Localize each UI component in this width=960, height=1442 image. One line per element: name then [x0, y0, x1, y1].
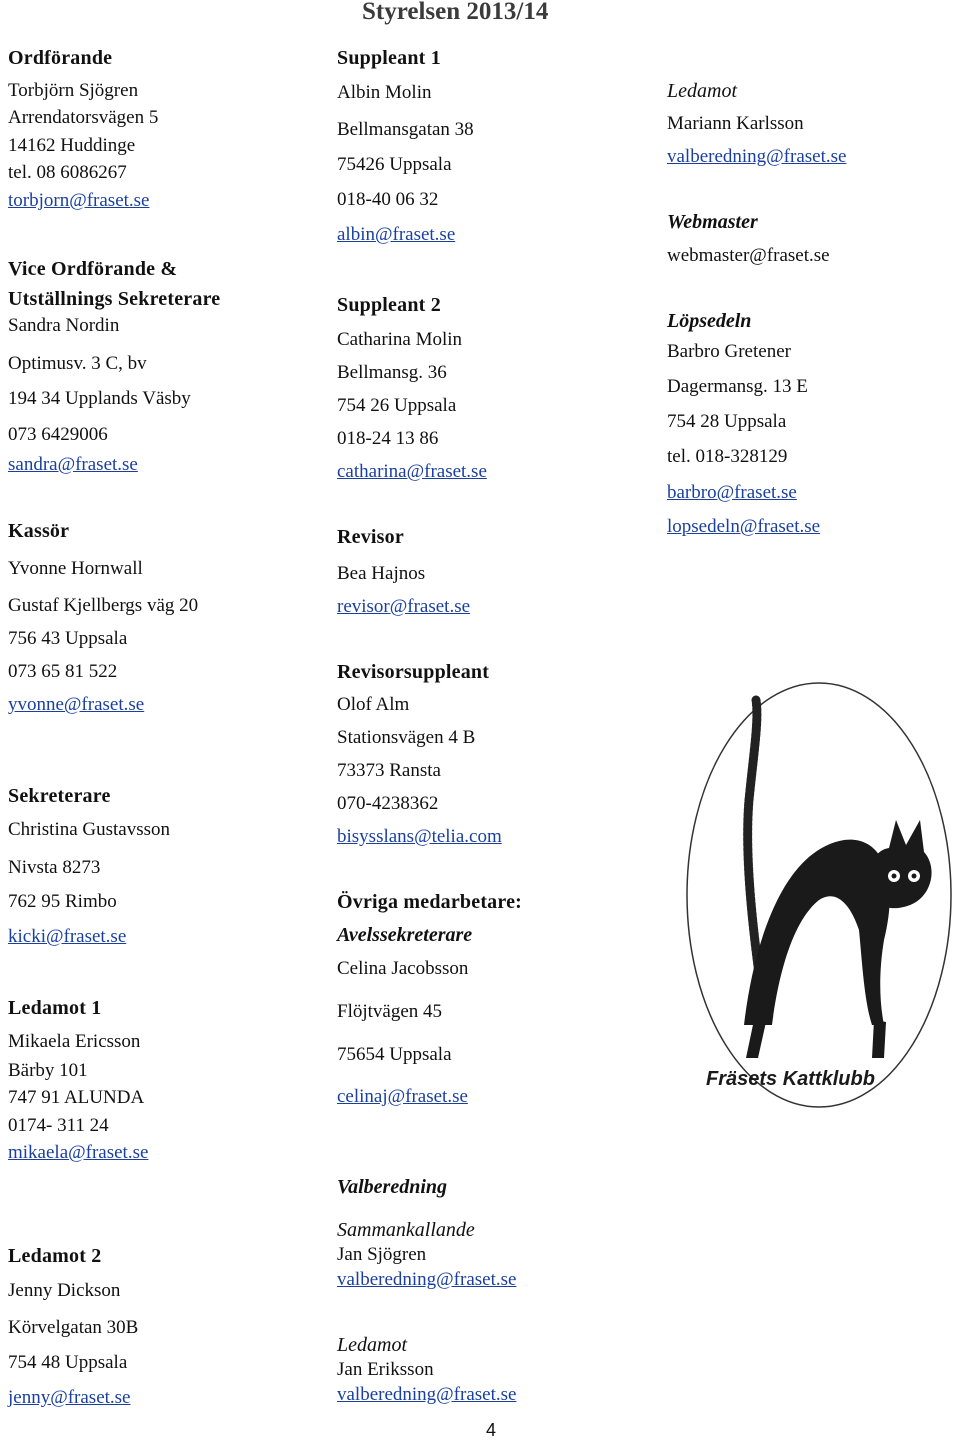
page-number: 4 [486, 1420, 497, 1440]
suppleant1-phone: 018-40 06 32 [337, 189, 439, 210]
ordforande-street: Arrendatorsvägen 5 [8, 107, 159, 128]
suppleant1-street: Bellmansgatan 38 [337, 119, 474, 140]
ledamot1-name: Mikaela Ericsson [8, 1031, 141, 1052]
ledamot2-city: 754 48 Uppsala [8, 1352, 128, 1373]
vice-city: 194 34 Upplands Väsby [8, 388, 191, 409]
valberedning-name-1: Jan Sjögren [337, 1244, 427, 1265]
lopsedeln-street: Dagermansg. 13 E [667, 376, 808, 397]
lopsedeln-city: 754 28 Uppsala [667, 411, 787, 432]
club-logo-cat-icon [684, 680, 954, 1115]
ordforande-city: 14162 Huddinge [8, 135, 136, 156]
heading-vice-ordforande: Vice Ordförande & [8, 258, 178, 280]
webmaster-email: webmaster@fraset.se [667, 245, 830, 266]
kassor-phone: 073 65 81 522 [8, 661, 118, 682]
kassor-city: 756 43 Uppsala [8, 628, 128, 649]
sekreterare-email-link[interactable]: kicki@fraset.se [8, 926, 127, 947]
lopsedeln-name: Barbro Gretener [667, 341, 791, 362]
valberedning-ledamot-name: Mariann Karlsson [667, 113, 804, 134]
heading-ordforande: Ordförande [8, 47, 113, 69]
heading-webmaster: Webmaster [667, 211, 758, 233]
avelssekreterare-city: 75654 Uppsala [337, 1044, 452, 1065]
suppleant2-email-link[interactable]: catharina@fraset.se [337, 461, 487, 482]
heading-suppleant-1: Suppleant 1 [337, 47, 441, 69]
avelssekreterare-street: Flöjtvägen 45 [337, 1001, 443, 1022]
valberedning-role-sammankallande: Sammankallande [337, 1219, 475, 1241]
sekreterare-street: Nivsta 8273 [8, 857, 101, 878]
lopsedeln-email-link-barbro[interactable]: barbro@fraset.se [667, 482, 797, 503]
page-title: Styrelsen 2013/14 [362, 0, 549, 25]
valberedning-email-link-2[interactable]: valberedning@fraset.se [337, 1384, 517, 1405]
heading-revisor: Revisor [337, 526, 404, 548]
heading-revisorsuppleant: Revisorsuppleant [337, 661, 490, 683]
club-logo-text: Fräsets Kattklubb [706, 1068, 875, 1090]
suppleant2-phone: 018-24 13 86 [337, 428, 439, 449]
heading-ledamot-1: Ledamot 1 [8, 997, 102, 1019]
heading-valberedning: Valberedning [337, 1176, 448, 1198]
vice-street: Optimusv. 3 C, bv [8, 353, 147, 374]
ledamot2-street: Körvelgatan 30B [8, 1317, 139, 1338]
kassor-street: Gustaf Kjellbergs väg 20 [8, 595, 199, 616]
vice-name: Sandra Nordin [8, 315, 120, 336]
heading-sekreterare: Sekreterare [8, 785, 111, 807]
suppleant2-city: 754 26 Uppsala [337, 395, 457, 416]
revisorsuppleant-street: Stationsvägen 4 B [337, 727, 476, 748]
sekreterare-city: 762 95 Rimbo [8, 891, 117, 912]
ledamot1-city: 747 91 ALUNDA [8, 1087, 145, 1108]
ordforande-phone: tel. 08 6086267 [8, 162, 127, 183]
valberedning-name-2: Jan Eriksson [337, 1359, 434, 1380]
sekreterare-name: Christina Gustavsson [8, 819, 171, 840]
valberedning-email-link-1[interactable]: valberedning@fraset.se [337, 1269, 517, 1290]
heading-avelssekreterare: Avelssekreterare [337, 924, 473, 946]
vice-phone: 073 6429006 [8, 424, 108, 445]
heading-lopsedeln: Löpsedeln [667, 310, 752, 332]
avelssekreterare-name: Celina Jacobsson [337, 958, 469, 979]
ledamot1-street: Bärby 101 [8, 1060, 88, 1081]
heading-suppleant-2: Suppleant 2 [337, 294, 441, 316]
valberedning-role-ledamot: Ledamot [337, 1334, 407, 1356]
suppleant1-city: 75426 Uppsala [337, 154, 452, 175]
ledamot1-phone: 0174- 311 24 [8, 1115, 109, 1136]
ledamot1-email-link[interactable]: mikaela@fraset.se [8, 1142, 149, 1163]
club-logo [684, 680, 954, 1115]
ordforande-name: Torbjörn Sjögren [8, 80, 139, 101]
heading-utstallnings-sekreterare: Utställnings Sekreterare [8, 288, 221, 310]
heading-kassor: Kassör [8, 520, 70, 542]
vice-email-link[interactable]: sandra@fraset.se [8, 454, 138, 475]
lopsedeln-phone: tel. 018-328129 [667, 446, 788, 467]
kassor-email-link[interactable]: yvonne@fraset.se [8, 694, 145, 715]
valberedning-ledamot-role: Ledamot [667, 80, 737, 102]
heading-ledamot-2: Ledamot 2 [8, 1245, 102, 1267]
suppleant1-email-link[interactable]: albin@fraset.se [337, 224, 456, 245]
revisor-email-link[interactable]: revisor@fraset.se [337, 596, 471, 617]
valberedning-ledamot-email-link[interactable]: valberedning@fraset.se [667, 146, 847, 167]
suppleant1-name: Albin Molin [337, 82, 432, 103]
revisorsuppleant-phone: 070-4238362 [337, 793, 439, 814]
kassor-name: Yvonne Hornwall [8, 558, 143, 579]
avelssekreterare-email-link[interactable]: celinaj@fraset.se [337, 1086, 468, 1107]
heading-ovriga-medarbetare: Övriga medarbetare: [337, 891, 523, 913]
suppleant2-name: Catharina Molin [337, 329, 463, 350]
suppleant2-street: Bellmansg. 36 [337, 362, 447, 383]
lopsedeln-email-link-lopsedeln[interactable]: lopsedeln@fraset.se [667, 516, 821, 537]
revisorsuppleant-email-link[interactable]: bisysslans@telia.com [337, 826, 502, 847]
revisorsuppleant-name: Olof Alm [337, 694, 410, 715]
revisor-name: Bea Hajnos [337, 563, 426, 584]
revisorsuppleant-city: 73373 Ransta [337, 760, 441, 781]
ledamot2-email-link[interactable]: jenny@fraset.se [8, 1387, 131, 1408]
ledamot2-name: Jenny Dickson [8, 1280, 121, 1301]
ordforande-email-link[interactable]: torbjorn@fraset.se [8, 190, 150, 211]
